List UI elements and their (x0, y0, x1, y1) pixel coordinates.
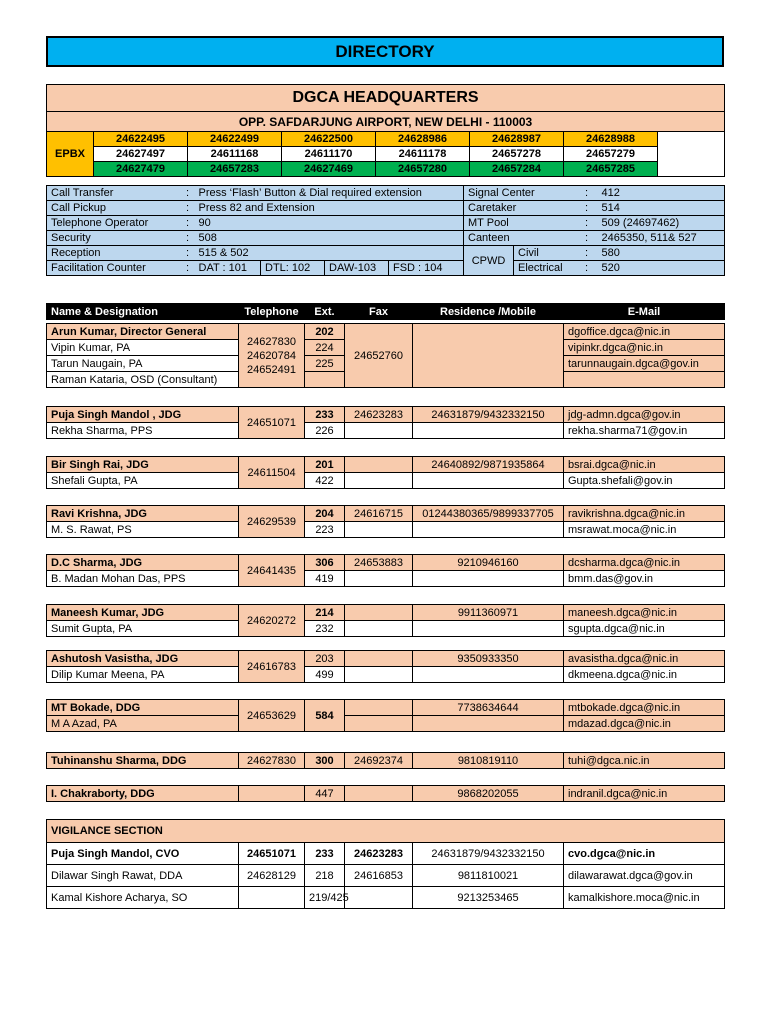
info-label: Call Transfer (47, 186, 181, 201)
contact-email[interactable]: sgupta.dgca@nic.in (564, 621, 725, 637)
directory-header (46, 303, 725, 320)
info-label: Facilitation Counter (47, 261, 181, 276)
contact-residence: 7738634644 (413, 700, 564, 716)
contact-name: Dilawar Singh Rawat, DDA (47, 865, 239, 887)
epbx-number: 24611178 (376, 147, 470, 162)
contact-name: Kamal Kishore Acharya, SO (47, 887, 239, 909)
column-header: E-Mail (564, 304, 725, 320)
info-label: Call Pickup (47, 201, 181, 216)
contact-fax (345, 621, 413, 637)
contact-name: Rekha Sharma, PPS (47, 423, 239, 439)
contact-residence: 9911360971 (413, 605, 564, 621)
directory-group (46, 406, 725, 439)
contact-telephone (239, 786, 305, 802)
contact-residence: 01244380365/9899337705 (413, 506, 564, 522)
contact-residence (413, 473, 564, 489)
info-colon: : (181, 201, 195, 216)
epbx-number: 24657278 (470, 147, 564, 162)
contact-ext: 224 (305, 340, 345, 356)
contact-residence (413, 667, 564, 683)
contact-fax (345, 716, 413, 732)
contact-ext: 419 (305, 571, 345, 587)
contact-email[interactable]: avasistha.dgca@nic.in (564, 651, 725, 667)
contact-email[interactable] (564, 372, 725, 388)
info-colon: : (181, 231, 195, 246)
epbx-number: 24627479 (94, 162, 188, 177)
facilitation-dat: DAT : 101 (195, 261, 261, 276)
contact-ext: 219/425 (305, 887, 345, 909)
contact-fax (345, 651, 413, 667)
contact-ext: 223 (305, 522, 345, 538)
info-label: Caretaker (464, 201, 576, 216)
contact-fax (345, 457, 413, 473)
contact-name: Arun Kumar, Director General (47, 324, 239, 340)
info-label: MT Pool (464, 216, 576, 231)
directory-group (46, 554, 725, 587)
epbx-number: 24657285 (564, 162, 658, 177)
epbx-number: 24657284 (470, 162, 564, 177)
info-value: 514 (598, 201, 725, 216)
contact-residence: 24631879/9432332150 (413, 407, 564, 423)
epbx-number: 24628986 (376, 132, 470, 147)
cpwd-civil-label: Civil (514, 246, 576, 261)
contact-name: M. S. Rawat, PS (47, 522, 239, 538)
contact-ext: 233 (305, 407, 345, 423)
contact-residence: 9811810021 (413, 865, 564, 887)
contact-ext: 300 (305, 753, 345, 769)
contact-email[interactable]: rekha.sharma71@gov.in (564, 423, 725, 439)
contact-ext: 232 (305, 621, 345, 637)
info-colon: : (181, 261, 195, 276)
contact-email[interactable]: bmm.das@gov.in (564, 571, 725, 587)
contact-fax (345, 473, 413, 489)
contact-name: D.C Sharma, JDG (47, 555, 239, 571)
directory-group (46, 323, 725, 388)
contact-name: Dilip Kumar Meena, PA (47, 667, 239, 683)
epbx-label: EPBX (47, 132, 94, 177)
contact-email[interactable]: dilawarawat.dgca@gov.in (564, 865, 725, 887)
contact-name: Ashutosh Vasistha, JDG (47, 651, 239, 667)
info-label: Signal Center (464, 186, 576, 201)
contact-fax (345, 423, 413, 439)
contact-residence: 9810819110 (413, 753, 564, 769)
epbx-number: 24628987 (470, 132, 564, 147)
cpwd-elec-value: 520 (598, 261, 725, 276)
contact-email[interactable]: maneesh.dgca@nic.in (564, 605, 725, 621)
contact-name: Puja Singh Mandol, CVO (47, 843, 239, 865)
column-header: Name & Designation (47, 304, 239, 320)
contact-ext: 201 (305, 457, 345, 473)
info-value: 509 (24697462) (598, 216, 725, 231)
contact-ext: 214 (305, 605, 345, 621)
info-colon: : (576, 246, 598, 261)
info-colon: : (576, 186, 598, 201)
contact-email[interactable]: mdazad.dgca@nic.in (564, 716, 725, 732)
facilitation-dtl: DTL: 102 (261, 261, 325, 276)
info-value: 90 (195, 216, 464, 231)
directory-group (46, 456, 725, 489)
contact-ext: 204 (305, 506, 345, 522)
info-colon: : (181, 216, 195, 231)
contact-telephone: 24611504 (239, 457, 305, 489)
contact-fax: 24692374 (345, 753, 413, 769)
info-table (46, 185, 725, 276)
info-label: Telephone Operator (47, 216, 181, 231)
contact-email[interactable]: dcsharma.dgca@nic.in (564, 555, 725, 571)
directory-group (46, 699, 725, 732)
contact-residence: 9210946160 (413, 555, 564, 571)
contact-fax: 24616853 (345, 865, 413, 887)
info-value: 508 (195, 231, 464, 246)
directory-group (46, 505, 725, 538)
contact-email[interactable]: vipinkr.dgca@nic.in (564, 340, 725, 356)
contact-name: I. Chakraborty, DDG (47, 786, 239, 802)
facilitation-fsd: FSD : 104 (389, 261, 464, 276)
contact-fax: 24623283 (345, 407, 413, 423)
contact-telephone: 24651071 (239, 407, 305, 439)
page-title: DIRECTORY (46, 36, 724, 67)
logo (658, 132, 725, 177)
info-value: Press 82 and Extension (195, 201, 464, 216)
contact-fax (345, 700, 413, 716)
contact-name: Tarun Naugain, PA (47, 356, 239, 372)
contact-ext: 226 (305, 423, 345, 439)
contact-residence: 9213253465 (413, 887, 564, 909)
epbx-number: 24622499 (188, 132, 282, 147)
contact-residence (413, 621, 564, 637)
contact-name: M A Azad, PA (47, 716, 239, 732)
contact-ext: 422 (305, 473, 345, 489)
contact-residence: 24640892/9871935864 (413, 457, 564, 473)
contact-residence (413, 522, 564, 538)
contact-fax (345, 667, 413, 683)
contact-telephone: 24627830 24620784 24652491 (239, 324, 305, 388)
contact-email[interactable]: tuhi@dgca.nic.in (564, 753, 725, 769)
contact-residence (413, 716, 564, 732)
contact-telephone: 24628129 (239, 865, 305, 887)
info-value: 515 & 502 (195, 246, 464, 261)
contact-fax (345, 887, 413, 909)
contact-telephone: 24620272 (239, 605, 305, 637)
contact-residence: 9350933350 (413, 651, 564, 667)
contact-email[interactable]: Gupta.shefali@gov.in (564, 473, 725, 489)
vigilance-title: VIGILANCE SECTION (47, 820, 725, 843)
column-header: Telephone (239, 304, 305, 320)
contact-name: Maneesh Kumar, JDG (47, 605, 239, 621)
contact-fax (345, 522, 413, 538)
info-label: Security (47, 231, 181, 246)
contact-ext: 202 (305, 324, 345, 340)
epbx-number: 24611168 (188, 147, 282, 162)
contact-ext: 447 (305, 786, 345, 802)
column-header: Residence /Mobile (413, 304, 564, 320)
info-value: 412 (598, 186, 725, 201)
info-colon: : (181, 246, 195, 261)
epbx-number: 24627497 (94, 147, 188, 162)
contact-fax: 24653883 (345, 555, 413, 571)
vigilance-table (46, 819, 725, 909)
contact-telephone: 24627830 (239, 753, 305, 769)
epbx-number: 24657280 (376, 162, 470, 177)
contact-email[interactable]: msrawat.moca@nic.in (564, 522, 725, 538)
epbx-number: 24622500 (282, 132, 376, 147)
info-value: 2465350, 511& 527 (598, 231, 725, 246)
contact-residence (413, 571, 564, 587)
epbx-number: 24611170 (282, 147, 376, 162)
contact-name: Vipin Kumar, PA (47, 340, 239, 356)
directory-group (46, 604, 725, 637)
contact-fax: 24652760 (345, 324, 413, 388)
contact-email[interactable]: dgoffice.dgca@nic.in (564, 324, 725, 340)
info-colon: : (576, 201, 598, 216)
info-label: Reception (47, 246, 181, 261)
contact-email[interactable]: bsrai.dgca@nic.in (564, 457, 725, 473)
facilitation-daw: DAW-103 (325, 261, 389, 276)
hq-address: OPP. SAFDARJUNG AIRPORT, NEW DELHI - 110003 (47, 112, 725, 132)
column-header: Fax (345, 304, 413, 320)
contact-name: MT Bokade, DDG (47, 700, 239, 716)
epbx-number: 24657283 (188, 162, 282, 177)
contact-telephone: 24651071 (239, 843, 305, 865)
contact-telephone: 24616783 (239, 651, 305, 683)
epbx-number: 24627469 (282, 162, 376, 177)
cpwd-civil-value: 580 (598, 246, 725, 261)
contact-name: Shefali Gupta, PA (47, 473, 239, 489)
contact-email[interactable]: ravikrishna.dgca@nic.in (564, 506, 725, 522)
epbx-number: 24628988 (564, 132, 658, 147)
epbx-number: 24622495 (94, 132, 188, 147)
cpwd-label: CPWD (464, 246, 514, 276)
hq-name: DGCA HEADQUARTERS (47, 85, 725, 112)
contact-residence (413, 324, 564, 388)
contact-email[interactable]: tarunnaugain.dgca@gov.in (564, 356, 725, 372)
contact-telephone (239, 887, 305, 909)
info-colon: : (181, 186, 195, 201)
contact-ext: 233 (305, 843, 345, 865)
contact-email[interactable]: cvo.dgca@nic.in (564, 843, 725, 865)
contact-ext: 203 (305, 651, 345, 667)
contact-fax: 24616715 (345, 506, 413, 522)
contact-fax (345, 786, 413, 802)
contact-ext (305, 372, 345, 388)
contact-fax (345, 571, 413, 587)
contact-name: Ravi Krishna, JDG (47, 506, 239, 522)
contact-name: Raman Kataria, OSD (Consultant) (47, 372, 239, 388)
directory-group (46, 650, 725, 683)
info-value: Press ‘Flash’ Button & Dial required extension (195, 186, 464, 201)
contact-name: Tuhinanshu Sharma, DDG (47, 753, 239, 769)
directory-group (46, 785, 725, 802)
contact-name: Sumit Gupta, PA (47, 621, 239, 637)
hq-table (46, 84, 725, 177)
info-colon: : (576, 231, 598, 246)
contact-ext: 218 (305, 865, 345, 887)
info-colon: : (576, 216, 598, 231)
cpwd-elec-label: Electrical (514, 261, 576, 276)
contact-ext: 499 (305, 667, 345, 683)
contact-name: Bir Singh Rai, JDG (47, 457, 239, 473)
info-colon: : (576, 261, 598, 276)
contact-telephone: 24653629 (239, 700, 305, 732)
contact-ext: 306 (305, 555, 345, 571)
info-label: Canteen (464, 231, 576, 246)
contact-residence (413, 423, 564, 439)
contact-name: Puja Singh Mandol , JDG (47, 407, 239, 423)
contact-email[interactable]: mtbokade.dgca@nic.in (564, 700, 725, 716)
contact-email[interactable]: indranil.dgca@nic.in (564, 786, 725, 802)
contact-email[interactable]: dkmeena.dgca@nic.in (564, 667, 725, 683)
contact-residence: 24631879/9432332150 (413, 843, 564, 865)
contact-fax (345, 605, 413, 621)
contact-email[interactable]: jdg-admn.dgca@gov.in (564, 407, 725, 423)
contact-name: B. Madan Mohan Das, PPS (47, 571, 239, 587)
column-header: Ext. (305, 304, 345, 320)
contact-residence: 9868202055 (413, 786, 564, 802)
epbx-number: 24657279 (564, 147, 658, 162)
contact-ext: 584 (305, 700, 345, 732)
contact-telephone: 24629539 (239, 506, 305, 538)
contact-email[interactable]: kamalkishore.moca@nic.in (564, 887, 725, 909)
contact-fax: 24623283 (345, 843, 413, 865)
contact-ext: 225 (305, 356, 345, 372)
contact-telephone: 24641435 (239, 555, 305, 587)
directory-group (46, 752, 725, 769)
